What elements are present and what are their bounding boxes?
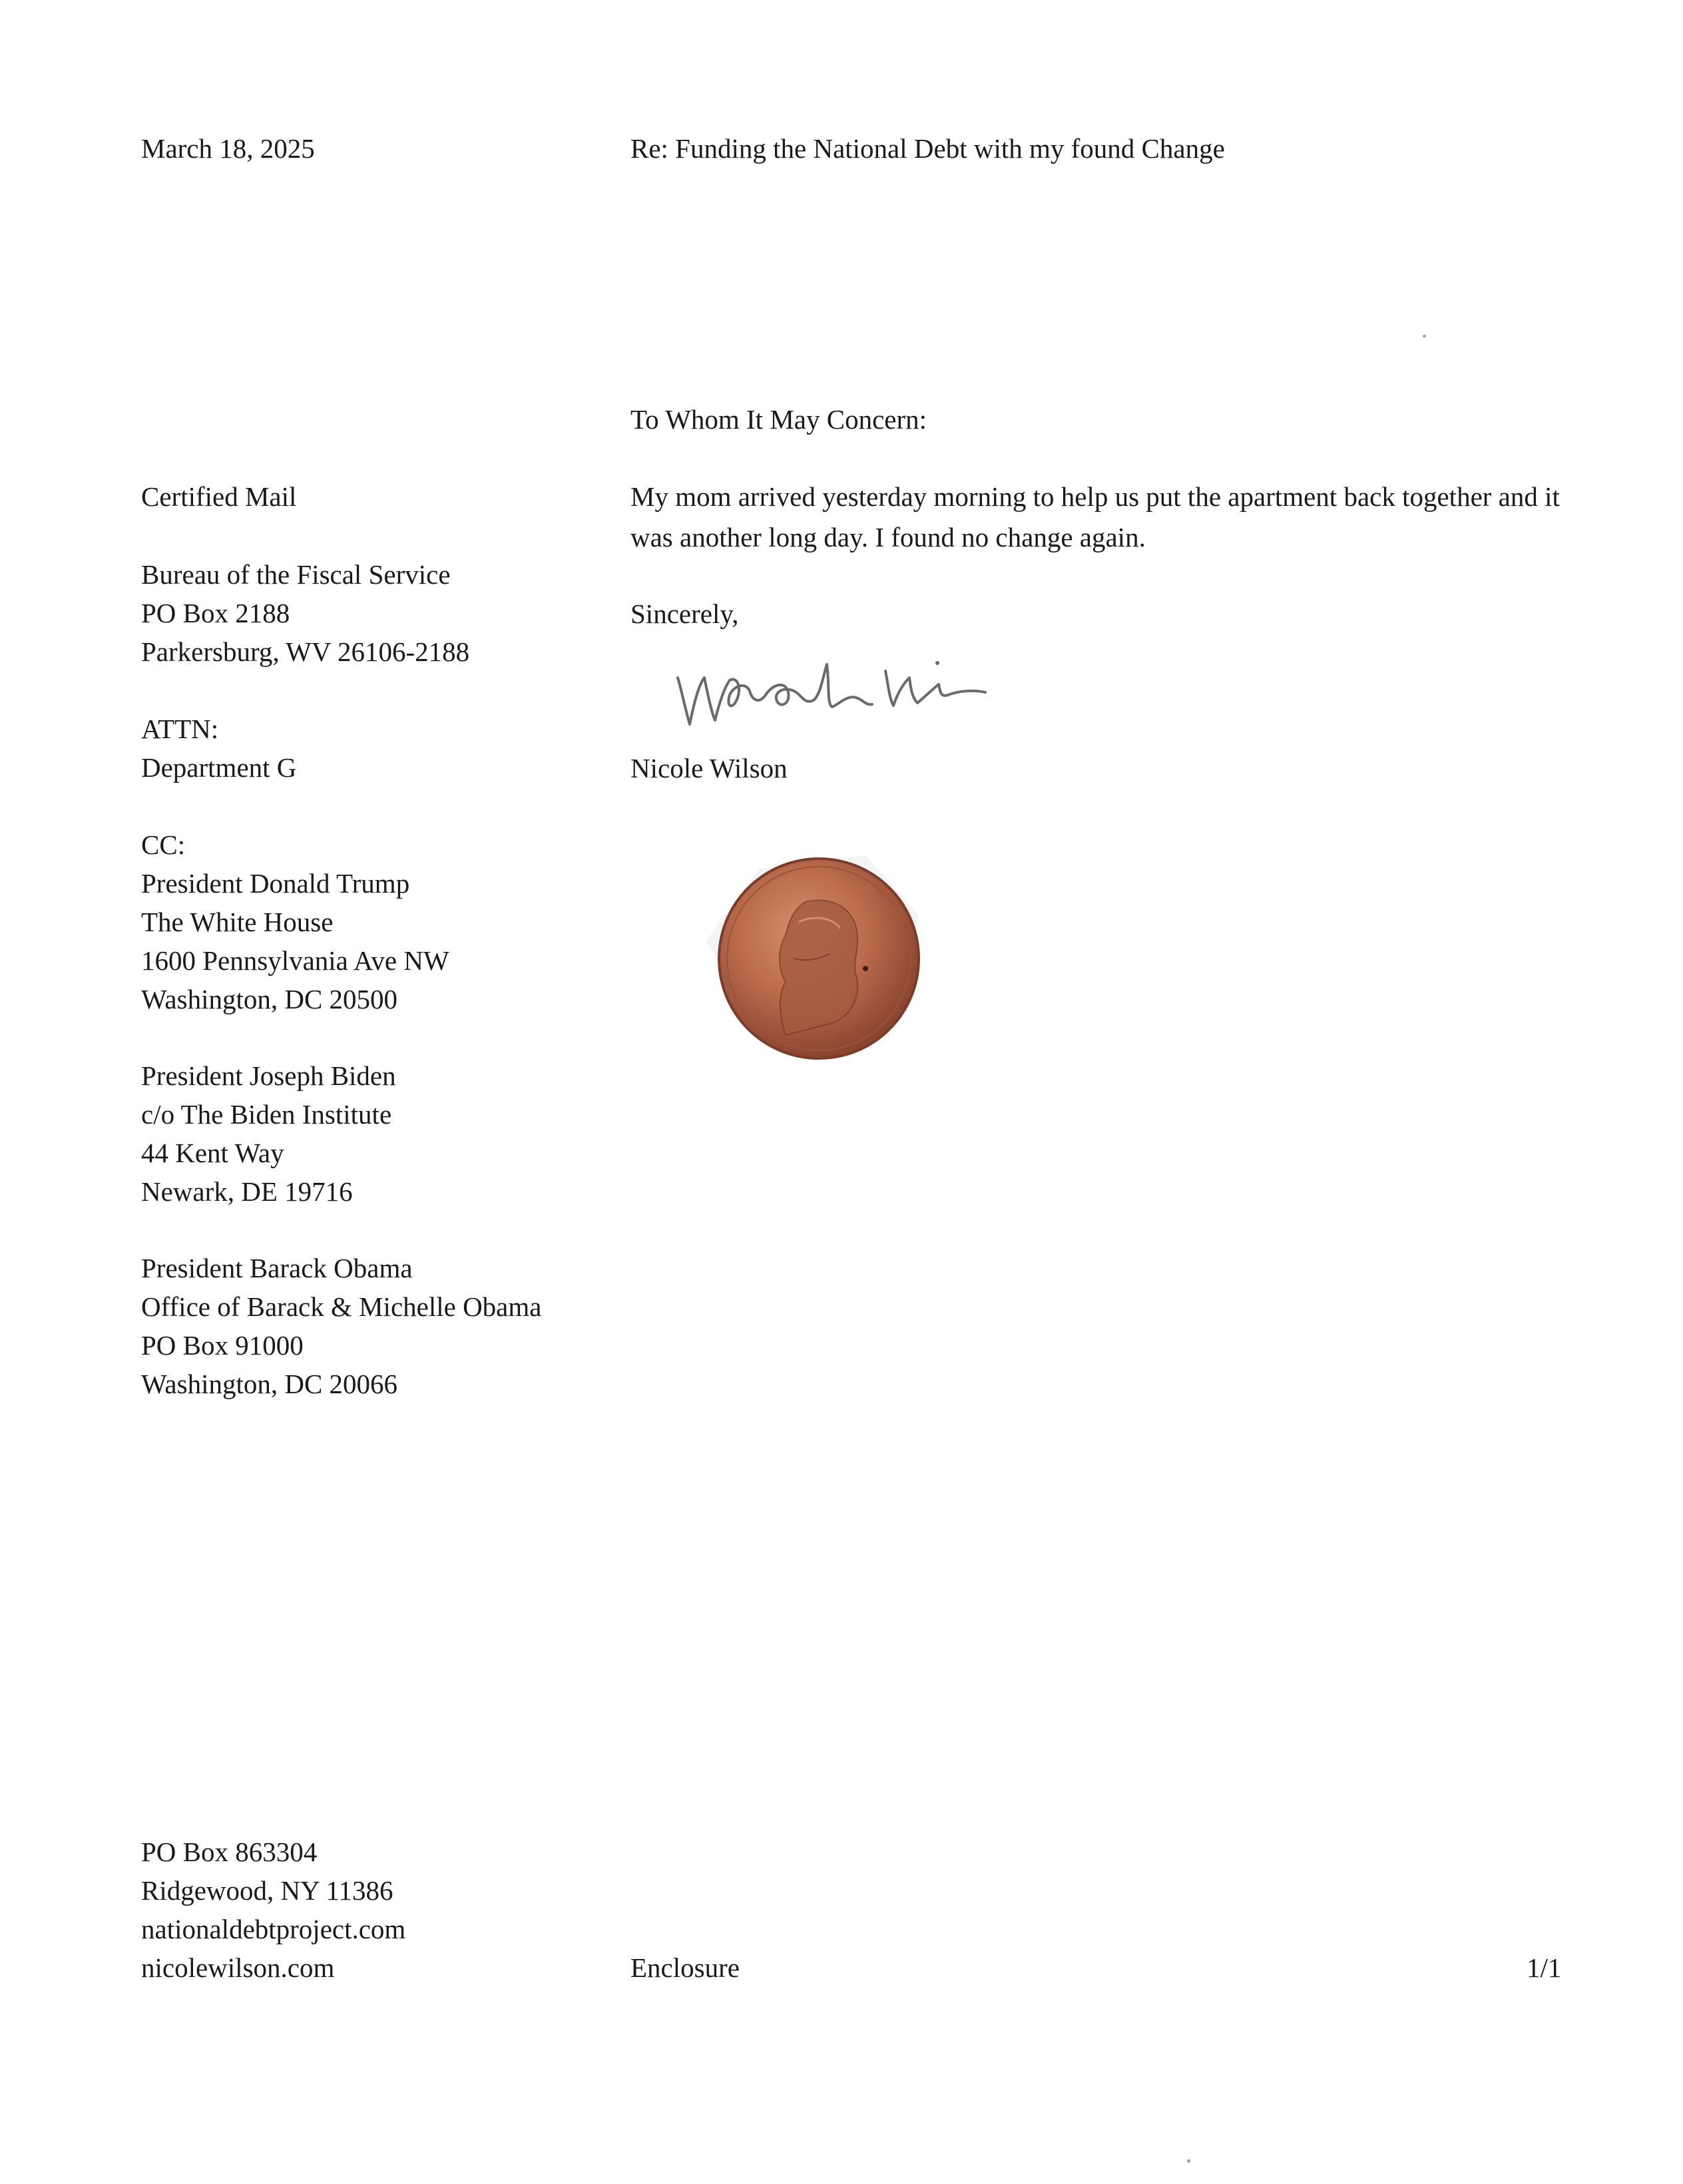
- letter-date: March 18, 2025: [141, 133, 315, 164]
- address-line: 44 Kent Way: [141, 1138, 284, 1168]
- letter-subject: Re: Funding the National Debt with my found Change: [630, 133, 1225, 164]
- cc-obama-block: [141, 1249, 541, 1403]
- mail-type: Certified Mail: [141, 481, 297, 512]
- address-line: PO Box 863304: [141, 1837, 318, 1867]
- cc-trump-block: [141, 825, 449, 1018]
- attn-department: Department G: [141, 752, 297, 783]
- address-line: The White House: [141, 907, 334, 937]
- attn-label: ATTN:: [141, 714, 219, 744]
- address-line: c/o The Biden Institute: [141, 1099, 392, 1130]
- recipient-address: [141, 555, 469, 671]
- address-line: Parkersburg, WV 26106-2188: [141, 636, 470, 667]
- enclosure-label: Enclosure: [630, 1952, 740, 1983]
- sender-address: [141, 1833, 405, 1987]
- address-line: Washington, DC 20500: [141, 984, 398, 1014]
- address-line: Newark, DE 19716: [141, 1176, 353, 1207]
- address-line: 1600 Pennsylvania Ave NW: [141, 945, 449, 976]
- scan-speck: [1423, 335, 1426, 337]
- sender-website: nationaldebtproject.com: [141, 1914, 406, 1944]
- letter-body: My mom arrived yesterday morning to help us put the apartment back together and it was another long day. I found no change again.: [630, 481, 1560, 552]
- signer-name: Nicole Wilson: [630, 753, 788, 783]
- penny-image: [699, 842, 945, 1068]
- sender-website: nicolewilson.com: [141, 1952, 335, 1983]
- address-line: President Barack Obama: [141, 1253, 413, 1283]
- attn-block: [141, 710, 296, 787]
- address-line: Office of Barack & Michelle Obama: [141, 1291, 542, 1322]
- cc-heading: CC:: [141, 829, 186, 860]
- address-line: President Donald Trump: [141, 868, 410, 899]
- address-line: Ridgewood, NY 11386: [141, 1875, 393, 1906]
- salutation: To Whom It May Concern:: [630, 404, 927, 435]
- closing: Sincerely,: [630, 598, 739, 629]
- cc-biden-block: [141, 1056, 396, 1211]
- address-line: President Joseph Biden: [141, 1060, 396, 1091]
- page-number: 1/1: [1527, 1952, 1562, 1983]
- scan-speck: [1187, 2159, 1190, 2163]
- signature-image: [672, 651, 999, 738]
- address-line: Bureau of the Fiscal Service: [141, 559, 451, 590]
- address-line: PO Box 2188: [141, 598, 290, 628]
- address-line: Washington, DC 20066: [141, 1369, 398, 1399]
- address-line: PO Box 91000: [141, 1330, 304, 1361]
